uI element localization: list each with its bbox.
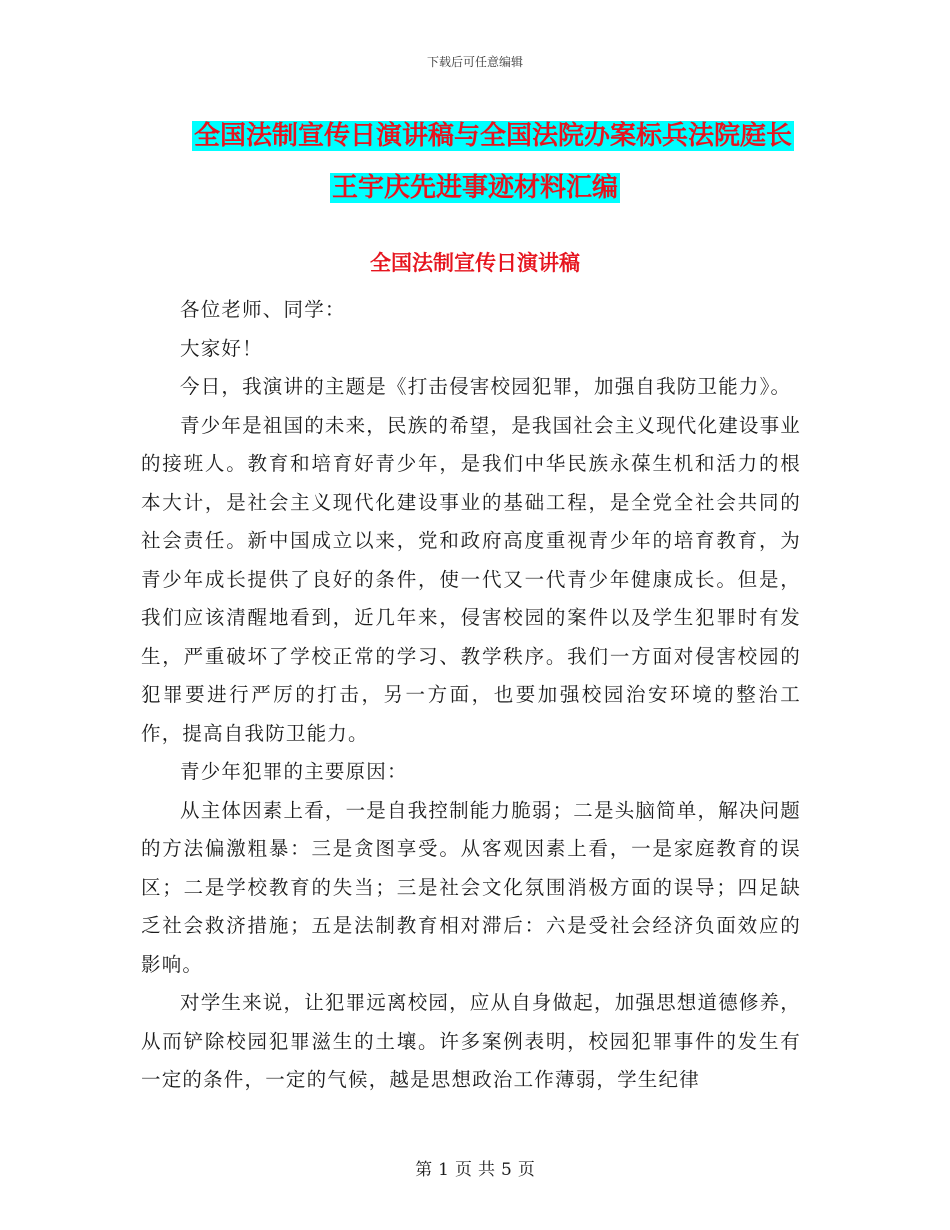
paragraph-salutation: 各位老师、同学： (180, 298, 346, 321)
document-body (141, 291, 801, 1100)
total-pages-number: 5 (501, 1160, 512, 1180)
footer-label: 页 (455, 1160, 472, 1180)
page-number-footer (0, 1155, 950, 1180)
document-title (0, 110, 950, 214)
page-header-note: 下载后可任意编辑 (426, 55, 523, 69)
paragraph-topic: 今日，我演讲的主题是《打击侵害校园犯罪，加强自我防卫能力》。 (180, 375, 792, 398)
document-title-line-2: 王宇庆先进事迹材料汇编 (331, 173, 618, 203)
footer-label: 第 (415, 1160, 433, 1180)
document-title-line-1: 全国法制宣传日演讲稿与全国法院办案标兵法院庭长 (193, 121, 792, 151)
section-title: 全国法制宣传日演讲稿 (370, 251, 580, 275)
footer-label: 页 (517, 1160, 535, 1180)
paragraph-prevention: 对学生来说，让犯罪远离校园，应从自身做起，加强思想道德修养，从而铲除校园犯罪滋生的土壤。许多案例表明，校园犯罪事件的发生有一定的条件，一定的气候，越是思想政治工作薄弱，学生纪律 (141, 991, 802, 1091)
current-page-number: 1 (438, 1160, 449, 1180)
paragraph-causes: 从主体因素上看，一是自我控制能力脆弱；二是头脑简单，解决问题的方法偏激粗暴：三是贪图享受。从客观因素上看，一是家庭教育的误区；二是学校教育的失当；三是社会文化氛围消极方面的误导；四足缺乏社会救济措施；五是法制教育相对滞后：六是受社会经济负面效应的影响。 (141, 798, 802, 976)
footer-label: 共 (478, 1160, 495, 1180)
paragraph-greeting: 大家好！ (180, 336, 263, 360)
paragraph-youth-future: 青少年是祖国的未来，民族的希望，是我国社会主义现代化建设事业的接班人。教育和培育好青少年，是我们中华民族永葆生机和活力的根本大计，是社会主义现代化建设事业的基础工程，是全党全社会共同的社会责任。新中国成立以来，党和政府高度重视青少年的培育教育，为青少年成长提供了良好的条件，使一代又一代青少年健康成长。但是，我们应该清醒地看到，近几年来，侵害校园的案件以及学生犯罪时有发生，严重破坏了学校正常的学习、教学秩序。我们一方面对侵害校园的犯罪要进行严厉的打击，另一方面，也要加强校园治安环境的整治工作，提高自我防卫能力。 (141, 413, 802, 745)
paragraph-causes-heading: 青少年犯罪的主要原因： (180, 760, 408, 783)
